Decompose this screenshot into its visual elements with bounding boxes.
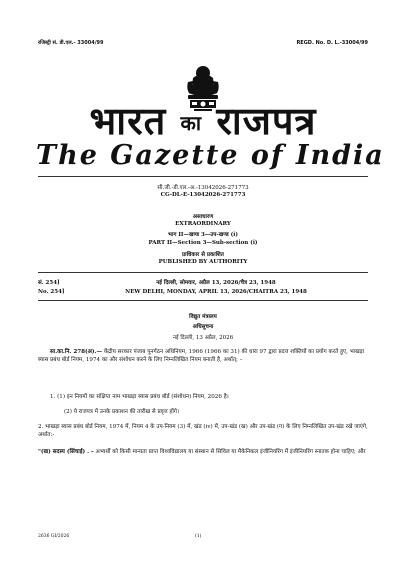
- dateline-english: NEW DELHI, MONDAY, APRIL 13, 2026/CHAITRA 23, 1948: [125, 289, 307, 295]
- issue-number-hindi: सं. 254]: [38, 280, 60, 286]
- registration-number-english: REGD. No. D. L.-33004/99: [296, 40, 368, 46]
- extraordinary-hindi: असाधारण: [192, 214, 214, 220]
- divider: [38, 176, 368, 177]
- clause-b-member-irrigation: [38, 448, 368, 456]
- preamble-text: केंद्रीय सरकार पंजाब पुनर्गठन अधिनियम, 1966 (1966 का 31) की धारा 97 द्वारा प्रदत्त शक्तियों का प्रयोग करते हुए, भाखड़ा ब्यास प्रबंध बोर्ड नियम, 1974 का और संशोधन करने के लिए निम्नलिखित नियम बनाती है, अर्थात्: –: [38, 349, 365, 363]
- title-hindi-bharat: भारत: [89, 98, 167, 143]
- rule-1-commencement: (2) ये राजपत्र में उनके प्रकाशन की तारीख से प्रवृत्त होंगे।: [64, 409, 180, 415]
- issue-number-english: No. 254]: [38, 289, 65, 295]
- footer-print-code: 2636 GI/2026: [38, 534, 70, 539]
- divider: [38, 300, 368, 301]
- gsr-reference: सा.का.नि. 278(अ).—: [50, 349, 103, 355]
- divider: [38, 272, 368, 273]
- registration-number-hindi: रजिस्ट्री सं. डी.एल.- 33004/99: [38, 40, 104, 46]
- ministry-name: विद्युत मंत्रालय: [189, 314, 217, 320]
- notification-heading: अधिसूचना: [192, 324, 214, 330]
- footer-page-number: (1): [195, 534, 202, 539]
- gazette-code-hindi: सी.जी.-डी.एल.-अ.-13042026-271773: [157, 185, 249, 191]
- part-section-hindi: भाग II—खण्ड 3—उप-खण्ड (i): [168, 232, 238, 238]
- published-by-authority-english: PUBLISHED BY AUTHORITY: [158, 259, 248, 265]
- part-section-english: PART II—Section 3—Sub-section (i): [148, 240, 258, 246]
- clause-b-text: अभ्यर्थी को किसी मान्यता प्राप्त विश्वविद्यालय या संस्थान से सिविल या मैकेनिकल इंजीनियरिंग में इंजीनियरिंग स्नातक होना चाहिए; और: [95, 449, 366, 455]
- dateline-hindi: नई दिल्ली, सोमवार, अप्रैल 13, 2026/चैत्र 23, 1948: [156, 280, 276, 286]
- clause-b-label: "(ख) सदस्य (सिंचाई) . –: [38, 449, 94, 455]
- rule-1-short-title: 1. (1) इन नियमों का संक्षिप्त नाम भाखड़ा ब्यास प्रबंध बोर्ड (संशोधन) नियम, 2026 है।: [50, 394, 229, 400]
- title-hindi-rajpatra: राजपत्र: [216, 98, 317, 143]
- rule-2-substitution: 2. भाखड़ा ब्यास प्रबंध बोर्ड नियम, 1974 में, नियम 4 के उप-नियम (3) में, खंड (iv) में, उप-खंड (ख) और उप-खंड (ग) के लिए निम्नलिखित उप-खंड रखे जाएंगे, अर्थात:-: [38, 424, 368, 438]
- extraordinary-english: EXTRAORDINARY: [175, 221, 231, 227]
- gazette-title-english: The Gazette of India: [36, 140, 385, 171]
- notification-preamble: [38, 348, 368, 364]
- gazette-code-english: CG-DL-E-13042026-271773: [160, 192, 246, 198]
- gazette-title-hindi: [36, 98, 370, 143]
- published-by-authority-hindi: प्राधिकार से प्रकाशित: [182, 252, 224, 258]
- title-hindi-ka: का: [180, 111, 203, 135]
- notification-place-date: नई दिल्ली, 13 अप्रैल, 2026: [172, 335, 234, 341]
